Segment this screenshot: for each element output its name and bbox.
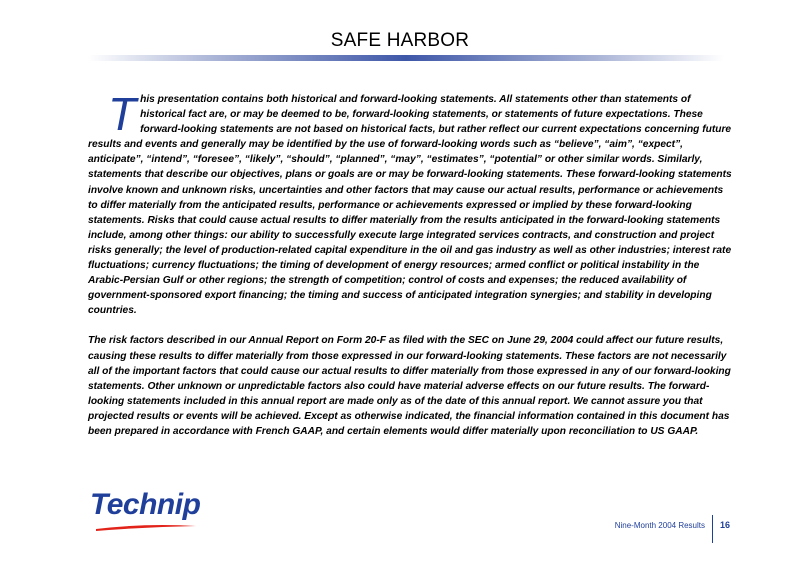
logo-swoosh-icon <box>94 522 198 532</box>
page-title: SAFE HARBOR <box>330 30 470 51</box>
title-divider <box>88 55 724 61</box>
footer-caption: Nine-Month 2004 Results <box>614 521 705 530</box>
paragraph-2: The risk factors described in our Annual Report on Form 20-F as filed with the SEC on June 29, 2004 could affect our future results, causing these results to differ materially from those expressed in our forward-looking statements. These factors are not necessarily all of the important factors that could cause our actual results to differ materially from those expressed in any of our forward-looking statements. Other unknown or unpredictable factors also could have material adverse effects on our future results. The forward-looking statements included in this annual report are made only as of the date of this annual report. We cannot assure you that projected results or events will be achieved. Except as otherwise indicated, the financial information contained in this document has been prepared in accordance with French GAAP, and certain elements would differ materially upon reconciliation to US GAAP. <box>88 335 731 437</box>
safe-harbor-text <box>88 88 732 439</box>
footer-divider <box>712 515 713 543</box>
drop-cap: T <box>108 88 137 140</box>
page-number: 16 <box>720 520 731 530</box>
logo-wordmark: Technip <box>90 488 201 521</box>
paragraph-1-text: his presentation contains both historical and forward-looking statements. All statements other than statements of historical fact are, or may be deemed to be, forward-looking statements, or statements of future expectations. These forward-looking statements are not based on historical facts, but rather reflect our current expectations concerning future results and events and generally may be identified by the use of forward-looking words such as “believe”, “aim”, “expect”, anticipate”, “intend”, “foresee”, “likely”, “should”, “planned”, “may”, “estimates”, “potential” or other similar words. Similarly, statements that describe our objectives, plans or goals are or may be forward-looking statements. These forward-looking statements involve known and unknown risks, uncertainties and other factors that may cause our actual results, performance or achievements to differ materially from the anticipated results, performance or achievements expressed or implied by these forward-looking statements. Risks that could cause actual results to differ materially from the results anticipated in the forward-looking statements include, among other things: our ability to successfully execute large integrated services contracts, and construction and project risks generally; the level of production-related capital expenditure in the oil and gas industry as well as other industries; interest rate fluctuations; currency fluctuations; the timing of development of energy resources; armed conflict or political instability in the Arabic-Persian Gulf or other regions; the strength of competition; control of costs and expenses; the reduced availability of government-sponsored export financing; the timing and success of anticipated integration synergies; and stability in developing countries. <box>88 94 732 317</box>
paragraph-1 <box>88 88 732 318</box>
technip-logo <box>90 488 200 538</box>
